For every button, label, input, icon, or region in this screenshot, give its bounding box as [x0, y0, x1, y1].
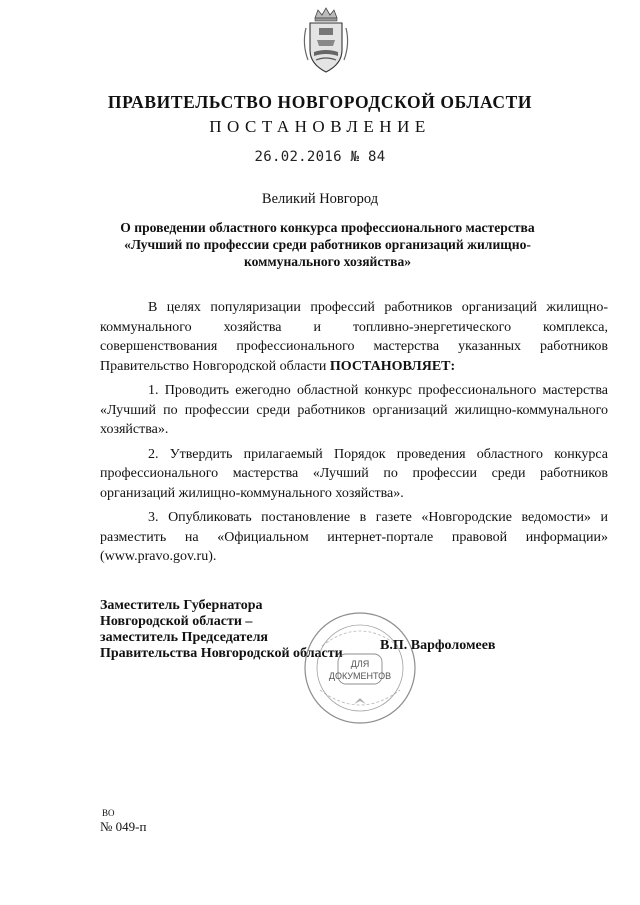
stamp-text: ДЛЯ [350, 659, 370, 669]
subject-line: «Лучший по профессии среди работников организаций жилищно- [124, 237, 531, 252]
signatory-name: В.П. Варфоломеев [380, 638, 496, 653]
resolution-item-1: 1. Проводить ежегодно областной конкурс профессионального мастерства «Лучший по профессии среди работников организаций жилищно-коммунального хозяйства». [100, 383, 608, 437]
signatory-line: Новгородской области – [100, 614, 253, 629]
resolution-item-3: 3. Опубликовать постановление в газете «Новгородские ведомости» и разместить на «Официальном интернет-портале правовой информации» (www.pravo.gov.ru). [100, 510, 608, 564]
resolution-item-2: 2. Утвердить прилагаемый Порядок проведения областного конкурса профессионального мастерства «Лучший по профессии среди работников организаций жилищно-коммунального хозяйства». [100, 446, 608, 501]
government-title: ПРАВИТЕЛЬСТВО НОВГОРОДСКОЙ ОБЛАСТИ [107, 92, 533, 112]
official-stamp [300, 608, 420, 728]
subject-line: О проведении областного конкурса профессионального мастерства [120, 220, 535, 235]
document-body [100, 298, 608, 567]
signatory-line: Правительства Новгородской области [100, 646, 343, 661]
document-type: ПОСТАНОВЛЕНИЕ [209, 117, 431, 136]
signatory-line: заместитель Председателя [100, 630, 268, 645]
stamp-text: ДОКУМЕНТОВ [328, 671, 392, 681]
subject-line: коммунального хозяйства» [243, 254, 412, 269]
preamble-paragraph [100, 298, 608, 376]
city-name: Великий Новгород [261, 191, 379, 207]
footer-code: ВО [102, 808, 115, 818]
document-date-number: 26.02.2016 № 84 [254, 149, 386, 165]
coat-of-arms-icon [298, 6, 354, 78]
footer-number: № 049-п [100, 819, 147, 834]
preamble-text: В целях популяризации профессий работников организаций жилищно-коммунального хозяйства и топливно-энергетического комплекса, совершенствования профессионального мастерства указанных работников Правительство Новгородской области [100, 300, 608, 374]
signatory-line: Заместитель Губернатора [100, 598, 263, 613]
resolve-keyword: ПОСТАНОВЛЯЕТ: [329, 358, 456, 374]
document-subject [100, 219, 555, 270]
